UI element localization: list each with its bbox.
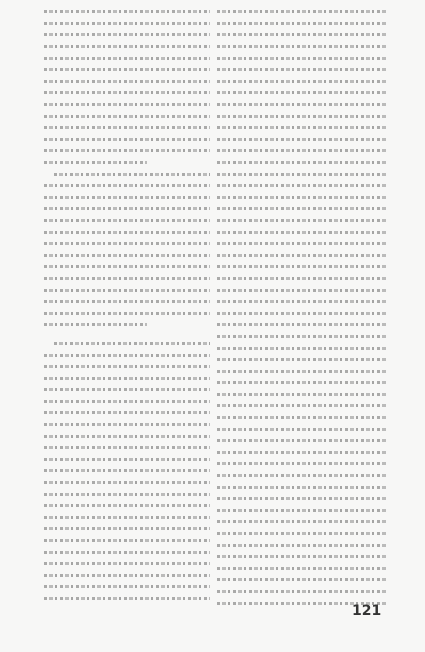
text-line — [217, 52, 387, 64]
text-line — [44, 372, 210, 384]
text-line — [217, 168, 387, 180]
text-line — [44, 296, 210, 308]
text-line — [217, 481, 387, 493]
text-line — [217, 145, 387, 157]
text-line — [44, 87, 210, 99]
text-line — [44, 319, 210, 331]
text-line — [217, 180, 387, 192]
text-line — [44, 99, 210, 111]
text-line — [44, 338, 210, 350]
text-line — [44, 145, 210, 157]
text-column-right — [217, 6, 387, 609]
text-line — [44, 546, 210, 558]
text-line — [217, 134, 387, 146]
text-line — [217, 574, 387, 586]
text-line — [217, 99, 387, 111]
text-line — [44, 52, 210, 64]
text-line — [44, 273, 210, 285]
text-line — [44, 307, 210, 319]
text-line — [44, 523, 210, 535]
text-line — [44, 570, 210, 582]
text-line — [44, 442, 210, 454]
text-line — [217, 284, 387, 296]
text-line — [44, 238, 210, 250]
text-line — [44, 396, 210, 408]
text-line — [44, 500, 210, 512]
text-line — [217, 122, 387, 134]
text-line — [217, 389, 387, 401]
text-line — [217, 203, 387, 215]
text-line — [217, 296, 387, 308]
text-line — [217, 586, 387, 598]
text-line — [217, 505, 387, 517]
text-line — [217, 342, 387, 354]
text-column-left — [44, 6, 210, 604]
text-line — [44, 226, 210, 238]
text-line — [44, 581, 210, 593]
text-line — [217, 516, 387, 528]
text-line — [44, 512, 210, 524]
text-line — [44, 261, 210, 273]
text-line — [44, 284, 210, 296]
text-line — [44, 64, 210, 76]
text-line — [44, 361, 210, 373]
text-line — [44, 6, 210, 18]
text-line — [44, 407, 210, 419]
text-line — [217, 458, 387, 470]
text-line — [217, 64, 387, 76]
text-line — [44, 558, 210, 570]
text-line — [217, 192, 387, 204]
text-line — [217, 331, 387, 343]
text-line — [217, 273, 387, 285]
text-line — [44, 249, 210, 261]
text-line — [217, 18, 387, 30]
text-line — [44, 18, 210, 30]
text-line — [217, 215, 387, 227]
text-line — [217, 528, 387, 540]
text-line — [217, 470, 387, 482]
text-line — [44, 477, 210, 489]
text-line — [217, 261, 387, 273]
text-line — [217, 249, 387, 261]
text-line — [44, 134, 210, 146]
text-line — [217, 110, 387, 122]
text-line — [44, 192, 210, 204]
text-line — [44, 593, 210, 605]
text-line — [44, 331, 210, 338]
text-line — [217, 365, 387, 377]
text-line — [217, 412, 387, 424]
text-line — [44, 122, 210, 134]
text-line — [217, 539, 387, 551]
text-line — [217, 157, 387, 169]
text-line — [217, 563, 387, 575]
text-line — [217, 400, 387, 412]
text-line — [217, 6, 387, 18]
text-line — [44, 215, 210, 227]
text-line — [217, 29, 387, 41]
text-line — [44, 488, 210, 500]
text-line — [44, 168, 210, 180]
text-line — [44, 465, 210, 477]
text-line — [217, 423, 387, 435]
text-line — [44, 41, 210, 53]
text-line — [217, 226, 387, 238]
text-line — [44, 157, 210, 169]
text-line — [44, 349, 210, 361]
text-line — [217, 319, 387, 331]
text-line — [44, 180, 210, 192]
text-line — [217, 354, 387, 366]
text-line — [217, 551, 387, 563]
text-line — [44, 454, 210, 466]
text-line — [217, 493, 387, 505]
text-line — [217, 447, 387, 459]
text-line — [44, 29, 210, 41]
text-line — [217, 76, 387, 88]
text-line — [44, 384, 210, 396]
text-line — [44, 110, 210, 122]
text-line — [44, 430, 210, 442]
text-line — [44, 535, 210, 547]
text-line — [44, 203, 210, 215]
text-line — [217, 435, 387, 447]
text-line — [217, 87, 387, 99]
text-line — [44, 76, 210, 88]
text-line — [217, 41, 387, 53]
text-line — [217, 238, 387, 250]
text-line — [44, 419, 210, 431]
text-line — [217, 377, 387, 389]
text-line — [217, 307, 387, 319]
page-number: 121 — [352, 603, 382, 619]
